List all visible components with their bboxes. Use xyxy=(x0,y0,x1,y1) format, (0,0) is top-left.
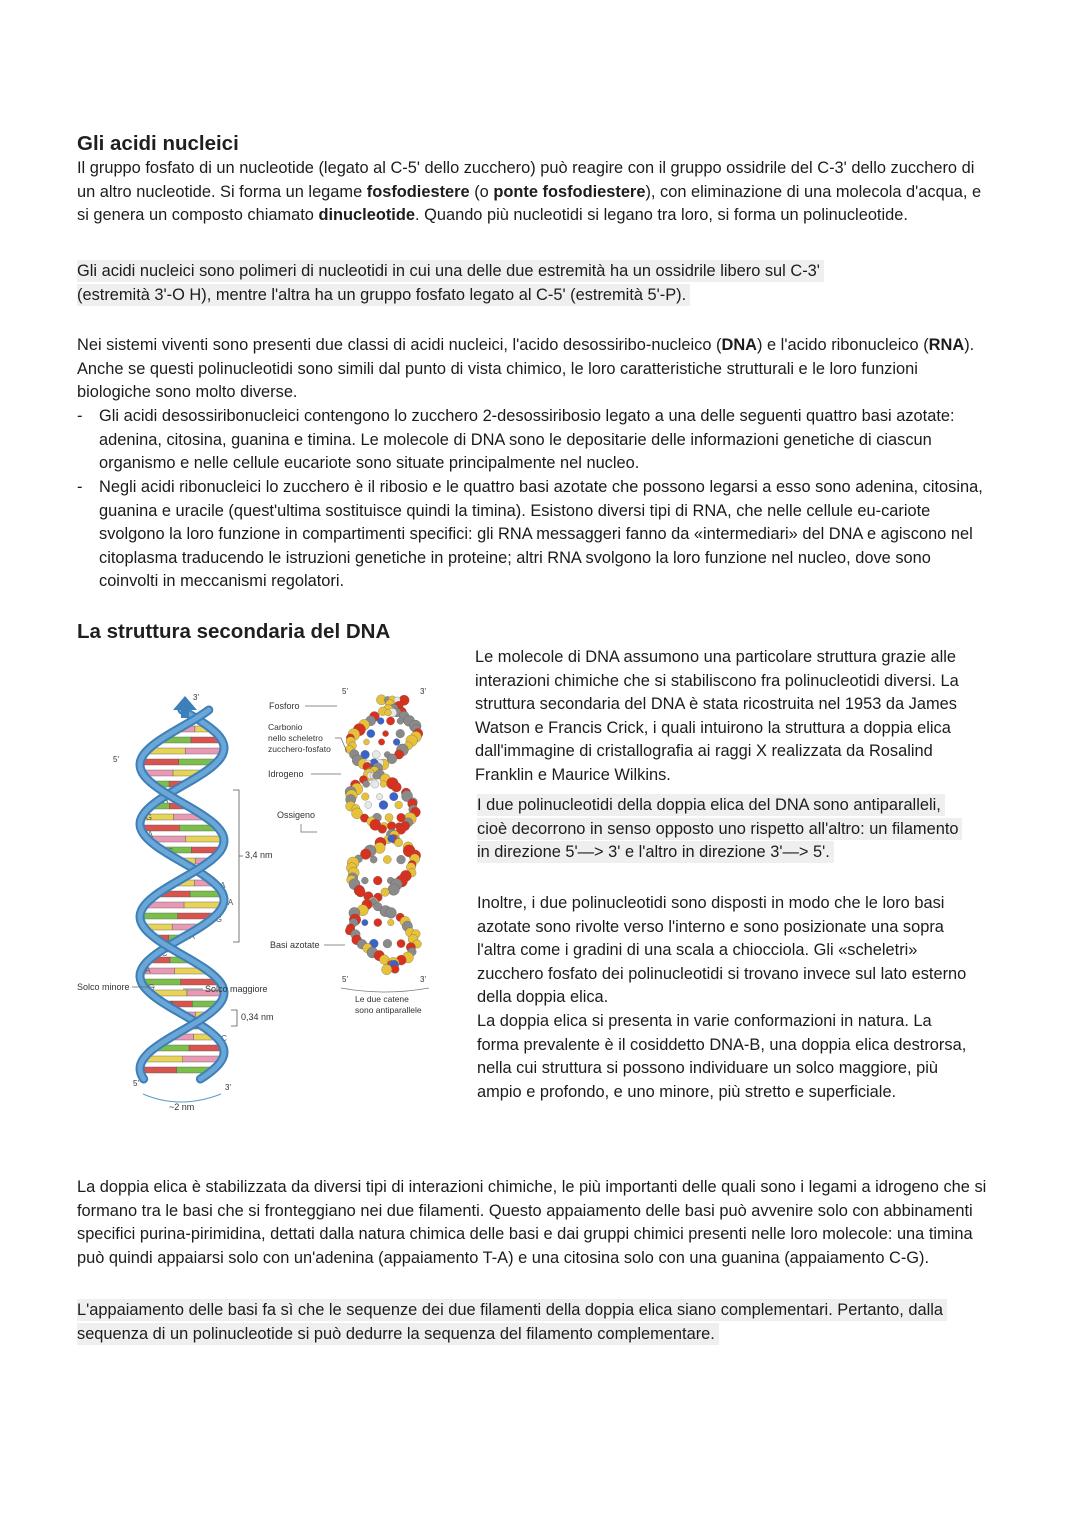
hydrogen-bonds-paragraph: La doppia elica è stabilizzata da diversi tipi di interazioni chimiche, le più importanti delle quali sono i legami a idrogeno che si formano tra le basi che si fronteggiano nei due filamenti. Questo appaiamento delle basi può avvenire solo con abbinamenti specifici purina-pirimidina, dettati dalla natura chimica delle basi e dai gruppi chimici presenti nelle loro molecole: una timina può quindi appaiarsi solo con un'adenina (appaiamento T-A) e una citosina solo con una guanina (appaiamento C-G). xyxy=(77,1178,987,1267)
dna-double-helix-figure xyxy=(65,670,465,1130)
backbone-atom xyxy=(392,782,402,792)
label-width: ~2 nm xyxy=(169,1102,195,1112)
base-atom xyxy=(361,877,368,884)
term-dna: DNA xyxy=(721,336,757,354)
base-atom xyxy=(387,919,394,926)
base-letter: G xyxy=(215,915,222,924)
complementary-highlight xyxy=(77,1299,977,1346)
label-5-prime-left: 5' xyxy=(113,755,119,764)
base-atom xyxy=(373,772,381,780)
label-basi-azotate: Basi azotate xyxy=(270,940,320,950)
base-atom xyxy=(367,730,375,738)
bullet-rna xyxy=(77,476,987,594)
backbone-atom xyxy=(382,964,392,974)
base-letter: C xyxy=(221,1034,227,1043)
label-5-prime-model-bottom: 5' xyxy=(342,975,348,984)
base-atom xyxy=(363,780,370,787)
label-3-prime-model-top: 3' xyxy=(420,687,426,696)
base-letter: A xyxy=(145,966,151,975)
bullet-marker: - xyxy=(77,478,83,496)
label-solco-maggiore: Solco maggiore xyxy=(205,984,268,994)
term-ponte-fosfodiestere: ponte fosfodiestere xyxy=(493,182,646,201)
base-atom xyxy=(379,801,388,810)
watson-crick-paragraph: Le molecole di DNA assumono una particolare struttura grazie alle interazioni chimiche che si stabiliscono fra polinucleotidi diversi. La struttura secondaria del DNA è stata ricostruita nel 1953 da James Watson e Francis Crick, i quali intuirono la struttura a doppia elica dall'immagine di cristallografia ai raggi X realizzata da Rosalind Franklin e Maurice Wilkins. xyxy=(475,648,959,784)
base-atom xyxy=(397,855,406,864)
intro-text-1: Il gruppo fosfato di un nucleotide (legato al C-5' dello zucchero) può reagire con il gruppo ossidrile del C-3' dello zucchero di un altro nucleotide. Si forma un legame xyxy=(77,159,975,201)
base-atom xyxy=(397,939,405,947)
backbone-atom xyxy=(386,907,397,918)
base-atom xyxy=(396,729,405,738)
classes-paragraph xyxy=(77,334,992,405)
base-atom xyxy=(395,801,403,809)
label-3-prime-top: 3' xyxy=(193,693,199,702)
base-letter: C xyxy=(161,949,168,958)
base-letter: A xyxy=(163,796,169,805)
highlight-polymers-text: Gli acidi nucleici sono polimeri di nucleotidi in cui una delle due estremità ha un ossidrile libero sul C-3' (estremità 3'-O H), mentre l'altra ha un gruppo fosfato legato al C-5' (estremità 5'-P). xyxy=(77,260,824,306)
label-carbonio-2: nello scheletro xyxy=(268,733,323,743)
width-bracket xyxy=(143,1094,221,1102)
classes-text-2: ) e l'acido ribonucleico ( xyxy=(757,336,929,354)
backbone-atom xyxy=(378,825,387,834)
base-atom xyxy=(383,856,391,864)
intro-text-3: ), con eliminazione di una molecola d'acqua, e si genera un composto chiamato xyxy=(77,182,982,225)
rise-bracket xyxy=(231,1010,237,1026)
bases-inside-paragraph: Inoltre, i due polinucleotidi sono disposti in modo che le loro basi azotate sono rivolte verso l'interno e sono posizionate una sopra l'altra come i gradini di una scala a chiocciola. Gli «scheletri» zucchero fosfato dei polinucleotidi si trovano invece sul lato esterno della doppia elica. xyxy=(477,894,967,1007)
backbone-atom xyxy=(388,884,400,896)
label-antiparallel-2: sono antiparallele xyxy=(355,1005,422,1015)
base-atom xyxy=(383,939,392,948)
base-letter: A xyxy=(147,830,153,839)
term-rna: RNA xyxy=(928,336,965,354)
base-letter: A xyxy=(169,1000,175,1009)
base-atom xyxy=(361,793,369,801)
leader-ossigeno xyxy=(301,824,317,832)
base-atom xyxy=(377,718,384,725)
label-5-prime-model-top: 5' xyxy=(342,687,348,696)
label-3-prime-model-bottom: 3' xyxy=(420,975,426,984)
base-letter: A xyxy=(197,1017,204,1026)
base-atom xyxy=(376,793,382,799)
base-letter: C xyxy=(196,864,203,873)
base-pair-half xyxy=(186,836,224,842)
base-atom xyxy=(364,739,370,745)
base-pair-half xyxy=(140,759,178,765)
base-atom xyxy=(371,780,379,788)
label-5-prime-bottom: 5' xyxy=(133,1079,139,1088)
label-pitch: 3,4 nm xyxy=(245,850,273,860)
base-letter: G xyxy=(148,983,155,992)
bullet-dna-text: Gli acidi desossiribonucleici contengono lo zucchero 2-desossiribosio legato a una delle seguenti quattro basi azotate: adenina, citosina, guanina e timina. Le molecole di DNA sono le depositarie delle informazioni genetiche di ciascun organismo e nelle cellule eucariote sono situate principalmente nel nucleo. xyxy=(99,407,955,473)
label-3-prime-bottom: 3' xyxy=(225,1083,231,1092)
label-ossigeno: Ossigeno xyxy=(277,810,316,820)
term-dinucleotide: dinucleotide xyxy=(318,206,415,225)
pitch-bracket xyxy=(233,790,243,942)
section-title-acidi-nucleici: Gli acidi nucleici xyxy=(77,132,239,155)
base-atom xyxy=(373,876,382,885)
label-carbonio-3: zucchero-fosfato xyxy=(268,744,331,754)
classes-text-3: ). Anche se questi polinucleotidi sono simili dal punto di vista chimico, le loro caratteristiche strutturali e le loro funzioni biologiche sono molto diverse. xyxy=(77,336,975,402)
backbone-atom xyxy=(381,888,390,897)
base-atom xyxy=(372,751,380,759)
label-carbonio: Carbonio xyxy=(268,722,303,732)
base-letter: A xyxy=(227,898,234,907)
base-atom xyxy=(388,835,395,842)
base-letter: A xyxy=(220,881,226,890)
base-atom xyxy=(386,717,394,725)
bullet-marker: - xyxy=(77,407,83,425)
base-atom xyxy=(370,856,377,863)
base-atom xyxy=(393,739,400,746)
base-pair-half xyxy=(185,748,224,754)
intro-paragraph xyxy=(77,157,992,228)
backbone-atom xyxy=(394,839,402,847)
base-atom xyxy=(397,718,404,725)
base-atom xyxy=(362,919,368,925)
term-fosfodiestere: fosfodiestere xyxy=(366,182,470,201)
base-atom xyxy=(390,792,398,800)
intro-text-4: . Quando più nucleotidi si legano tra loro, si forma un polinucleotide. xyxy=(414,206,908,225)
base-atom xyxy=(385,709,392,716)
space-filling-model xyxy=(345,695,423,975)
base-atom xyxy=(365,801,372,808)
label-fosforo: Fosforo xyxy=(269,701,300,711)
label-rise: 0,34 nm xyxy=(241,1012,274,1022)
base-letter: G xyxy=(167,847,174,856)
base-pair-half xyxy=(140,1067,176,1073)
section-title-struttura-secondaria: La struttura secondaria del DNA xyxy=(77,620,391,643)
base-letter: A xyxy=(189,932,195,941)
antiparallel-highlight xyxy=(477,794,967,865)
base-atom xyxy=(374,919,382,927)
base-atom xyxy=(378,739,384,745)
classes-text-1: Nei sistemi viventi sono presenti due classi di acidi nucleici, l'acido desossiribo-nucleico ( xyxy=(77,336,722,354)
label-solco-minore: Solco minore xyxy=(77,982,130,992)
antiparallel-bracket xyxy=(341,988,429,992)
base-atom xyxy=(380,781,387,788)
base-letter: G xyxy=(145,813,152,822)
label-antiparallel-1: Le due catene xyxy=(355,994,409,1004)
intro-text-2: (o xyxy=(469,182,494,201)
dna-b-paragraph: La doppia elica si presenta in varie conformazioni in natura. La forma prevalente è il cosiddetto DNA-B, una doppia elica destrorsa, nella cui struttura si possono individuare un solco maggiore, più ampio e profondo, e uno minore, più stretto e superficiale. xyxy=(477,1012,967,1101)
label-idrogeno: Idrogeno xyxy=(268,769,304,779)
base-atom xyxy=(385,813,393,821)
base-pair-half xyxy=(140,913,178,919)
highlight-polymers xyxy=(77,260,882,307)
bullet-dna xyxy=(77,405,987,476)
antiparallel-highlight-text: I due polinucleotidi della doppia elica del DNA sono antiparalleli, cioè decorrono in senso opposto uno rispetto all'altro: un filamento in direzione 5'—> 3' e l'altro in direzione 3'—> 5'. xyxy=(477,794,962,863)
base-atom xyxy=(383,731,389,737)
complementary-highlight-text: L'appaiamento delle basi fa sì che le sequenze dei due filamenti della doppia elica siano complementari. Pertanto, dalla sequenza di un polinucleotide si può dedurre la sequenza del filamento complementare. xyxy=(77,1299,947,1345)
bullet-rna-text: Negli acidi ribonucleici lo zucchero è il ribosio e le quattro basi azotate che possono legarsi a esso sono adenina, citosina, guanina e uracile (quest'ultima sostituisce quindi la timina). Esistono diversi tipi di RNA, che nelle cellule eu-cariote svolgono la loro funzione in compartimenti specifici: gli RNA messaggeri fanno da «intermediari» del DNA e agiscono nel citoplasma traducendo le istruzioni genetiche in proteine; altri RNA svolgono la loro funzione nel nucleo, dove sono coinvolti in meccanismi regolatori. xyxy=(99,478,983,591)
